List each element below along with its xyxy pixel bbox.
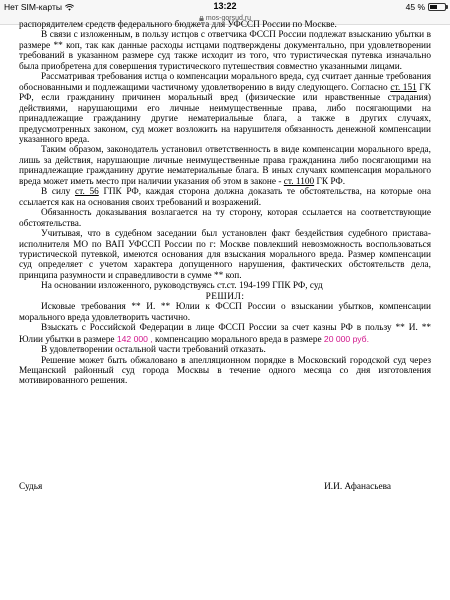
court-decision-document [19,20,431,387]
paragraph-proof: Обязанность доказывания возлагается на ту сторону, которая ссылается на соответствующие обстоятельства. [19,208,431,229]
judge-name: И.И. Афанасьева [324,482,391,492]
paragraph-claims: Исковые требования ** И. ** Юлии к ФССП России о взыскании убытков, компенсации морального вреда удовлетворить частично. [19,302,431,323]
url-text[interactable]: mos-gorsud.ru [205,15,252,22]
carrier-label: Нет SIM-карты [4,2,62,12]
paragraph-appeal: Решение может быть обжаловано в апелляционном порядке в Московский городской суд через Мещанский районный суд города Москвы в течение одного месяца со дня изготовления мотивированного решения. [19,355,431,387]
battery-icon [428,3,446,11]
status-bar [0,0,450,14]
clock: 13:22 [213,1,237,11]
paragraph-losses: В связи с изложенным, в пользу истцов с ответчика ФССП России подлежат взысканию убытки в размере ** коп, так как данные расходы истцами подтверждены документально, при удовлетворении требований в указанном размере суд также исходит из того, что туристическая путевка изначально была приобретена для совершения туристического путешествия совместно указанными лицами. [19,30,431,72]
judge-label: Судья [19,482,43,492]
law-link-art1100[interactable]: ст. 1100 [283,176,315,187]
handwritten-amount-moral: 20 000 руб. [323,333,369,344]
paragraph-findings: Учитывая, что в судебном заседании был установлен факт бездействия судебного пристава-исполнителя МО по ВАП УФССП России по г: Москве повлекший невозможность воспользоваться туристической путевкой, имеются основания для взыскания морального вреда. Размер компенсации суд определяет с учетом характера допущенного нарушения, фактических обстоятельств дела, принципа разумности и справедливости в сумме ** коп. [19,229,431,281]
handwritten-amount-losses: 142 000 , [116,333,153,344]
paragraph-basis: На основании изложенного, руководствуясь ст.ст. 194-199 ГПК РФ, суд [41,281,323,292]
paragraph-award: Взыскать с Российской Федерации в лице ФССП России за счет казны РФ в пользу ** И. ** Юлии убытки в размере 142 000 , компенсацию морального вреда в размере 20 000 руб. [19,323,431,345]
law-link-art56[interactable]: ст. 56 [74,187,99,198]
paragraph-moral-damage: Рассматривая требования истца о компенсации морального вреда, суд считает данные требования обоснованными и подлежащими частичному удовлетворению в виду следующего. Согласно ст. 151 ГК РФ, если гражданину причинен моральный вред (физические или нравственные страдания) действиями, нарушающими его личные неимущественные права, либо посягающими на принадлежащие гражданину другие нематериальные блага, а также в других случаях, предусмотренных законом, суд может возложить на нарушителя обязанность денежной компенсации указанного вреда. [19,72,431,145]
battery-percent: 45 % [405,2,425,12]
paragraph-burden: В силу ст. 56 ГПК РФ, каждая сторона должна доказать те обстоятельства, на которые она ссылается как на основания своих требований и возражений. [19,187,431,208]
status-right [406,2,446,12]
paragraph-refusal: В удовлетворении остальной части требований отказать. [41,345,266,356]
paragraph-continuation: распорядителем средств федерального бюджета для УФССП России по Москве. [19,20,337,30]
battery-fill [430,5,437,9]
paragraph-legislator: Таким образом, законодатель установил ответственность в виде компенсации морального вреда, лишь за действия, нарушающие личные неимущественные права гражданина либо посягающими на принадлежащие гражданину другие нематериальные блага. В иных случаях компенсация морального вреда может иметь место при наличии указания об этом в законе - ст. 1100 ГК РФ. [19,145,431,187]
decision-heading: РЕШИЛ: [205,291,245,302]
signature-row [19,482,431,492]
law-link-art151[interactable]: ст. 151 [390,82,417,93]
